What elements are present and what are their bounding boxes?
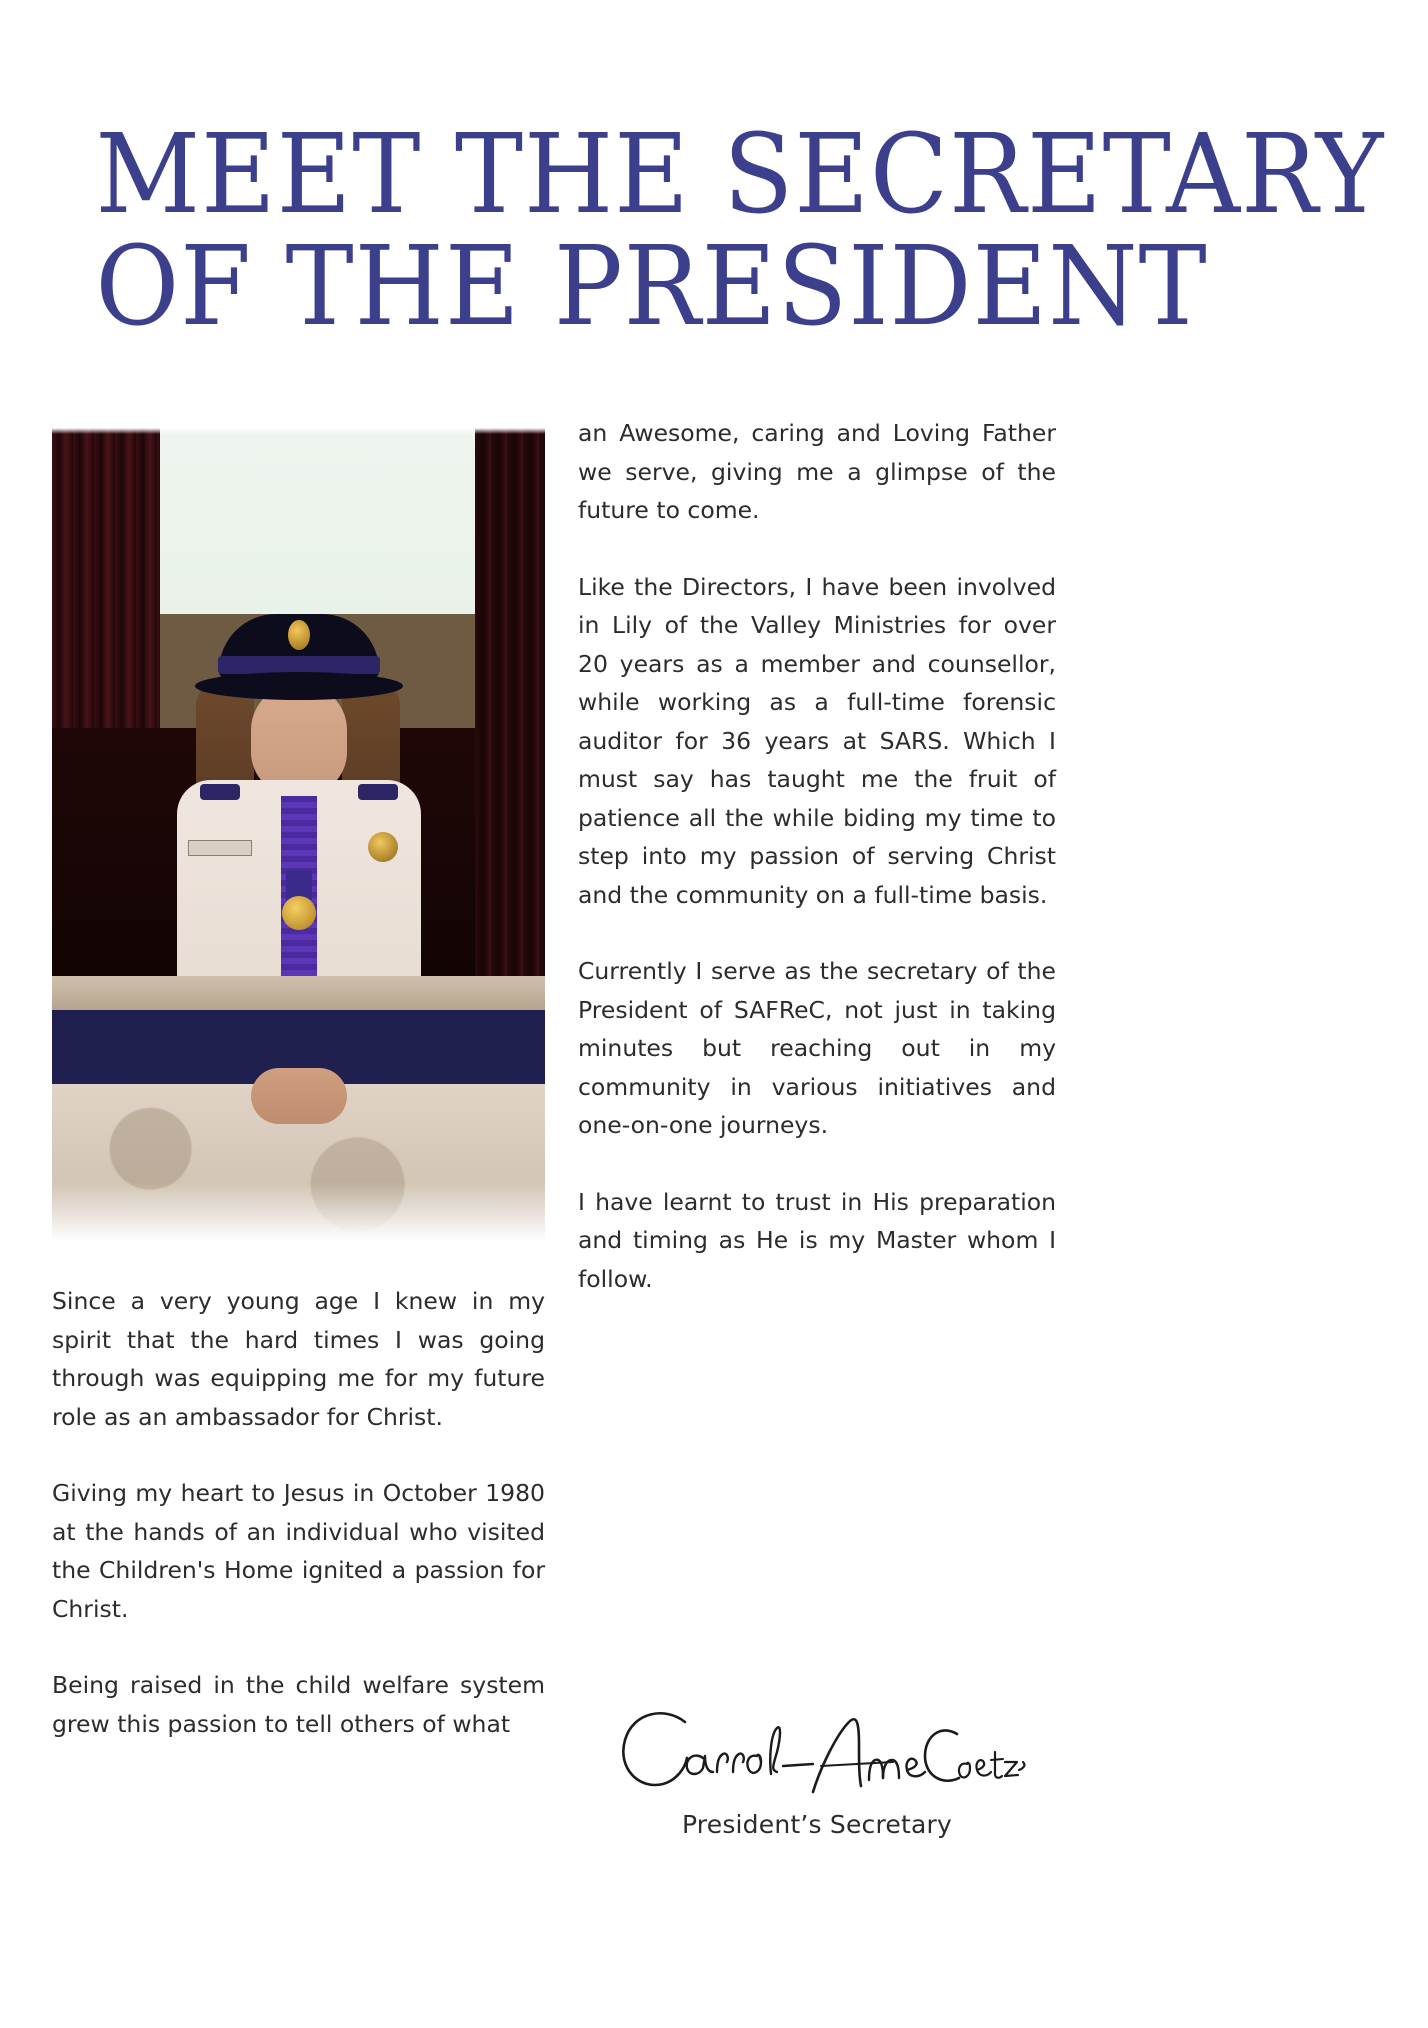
- figure-hands: [251, 1068, 347, 1124]
- page-title: [60, 110, 1385, 350]
- photo-top-fade: [52, 428, 545, 434]
- figure-hat-badge: [288, 620, 310, 650]
- signature-caption: President’s Secretary: [681, 1810, 953, 1839]
- paragraph: Since a very young age I knew in my spirit that the hard times I was going through was equipping me for my future role as an ambassador for Christ.: [52, 1287, 545, 1431]
- figure-epaulette-right: [358, 784, 398, 800]
- paragraph: Being raised in the child welfare system grew this passion to tell others of what: [52, 1671, 545, 1738]
- signature-block: [578, 1700, 1056, 1839]
- figure-lapel-pin: [368, 832, 398, 862]
- photo-bottom-fade: [52, 1182, 545, 1246]
- table-trim: [52, 976, 545, 1010]
- figure-medal: [282, 896, 316, 930]
- photo-content: [52, 428, 545, 1246]
- page-title-line-2: OF THE PRESIDENT: [95, 222, 1208, 350]
- left-text-column: [52, 1282, 545, 1781]
- paragraph: Giving my heart to Jesus in October 1980 at the hands of an individual who visited the Children's Home ignited a passion for Christ.: [52, 1479, 545, 1623]
- right-text-column: [578, 414, 1056, 1336]
- secretary-portrait-photo: [52, 428, 545, 1246]
- handwritten-signature-icon: [607, 1700, 1027, 1804]
- paragraph: I have learnt to trust in His preparation and timing as He is my Master whom I follow.: [578, 1187, 1056, 1293]
- paragraph: Like the Directors, I have been involved in Lily of the Valley Ministries for over 20 years as a member and counsellor, while working as a full-time forensic auditor for 36 years at SARS. Which I must say has taught me the fruit of patience all the while biding my time to step into my passion of serving Christ and the community on a full-time basis.: [578, 572, 1056, 909]
- figure-name-tag: [188, 840, 252, 856]
- paragraph: an Awesome, caring and Loving Father we serve, giving me a glimpse of the future to come.: [578, 419, 1056, 524]
- figure-hat-brim: [195, 672, 403, 700]
- paragraph: Currently I serve as the secretary of the President of SAFReC, not just in taking minutes but reaching out in my community in various initiatives and one-on-one journeys.: [578, 957, 1056, 1139]
- page-title-line-1: MEET THE SECRETARY: [95, 110, 1385, 238]
- figure-epaulette-left: [200, 784, 240, 800]
